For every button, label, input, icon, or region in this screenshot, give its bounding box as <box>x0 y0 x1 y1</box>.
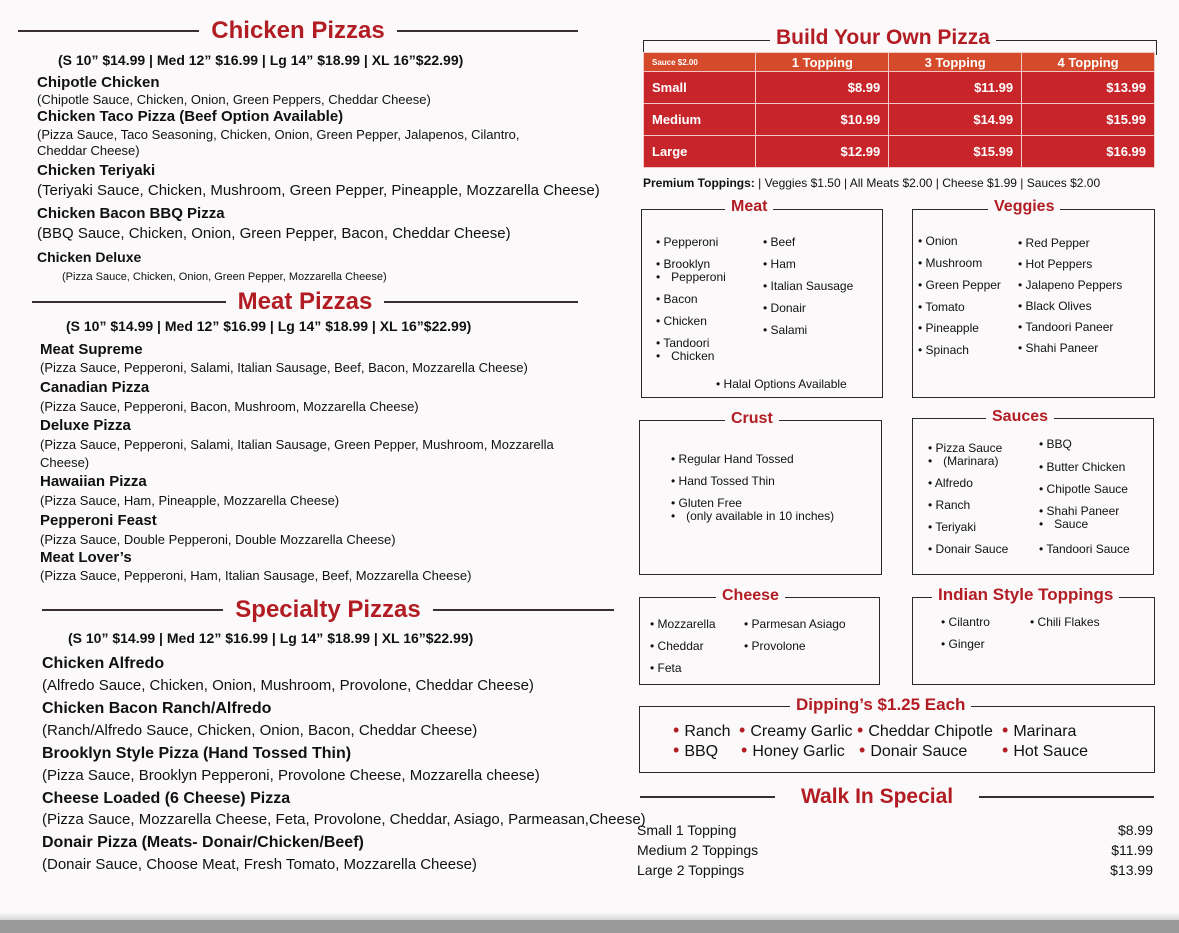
topping-item: • Onion <box>918 235 958 247</box>
topping-item: • Ginger <box>941 638 985 650</box>
dipping-title: Dipping’s $1.25 Each <box>790 695 971 715</box>
topping-item: • Hot Peppers <box>1018 258 1092 270</box>
crust-item: • Regular Hand Tossed <box>671 453 794 465</box>
table-row <box>644 72 1155 104</box>
topping-item: • Tomato <box>918 301 965 313</box>
menu-item-name: Meat Lover’s <box>40 549 132 566</box>
sauce-item: • Alfredo <box>928 477 973 489</box>
crust-item: • Gluten Free <box>671 497 742 509</box>
price-cell: $13.99 <box>1022 72 1155 104</box>
premium-toppings <box>643 176 1100 190</box>
walk-in-title: Walk In Special <box>801 785 954 808</box>
divider <box>979 796 1154 798</box>
menu-item-name: Brooklyn Style Pizza (Hand Tossed Thin) <box>42 745 352 762</box>
topping-item-cont <box>656 271 726 283</box>
sauce-item: • Shahi Paneer <box>1039 505 1119 517</box>
menu-item-name: Deluxe Pizza <box>40 417 131 434</box>
walk-in-price: $8.99 <box>1117 822 1153 838</box>
divider <box>433 609 614 611</box>
menu-item-desc: (Pizza Sauce, Chicken, Onion, Green Pepper, Mozzarella Cheese) <box>62 271 387 283</box>
topping-item: • Brooklyn <box>656 258 710 270</box>
dipping-item: • Creamy Garlic <box>739 720 853 741</box>
table-header-row <box>644 53 1155 72</box>
crust-box-title: Crust <box>725 410 779 428</box>
crust-item: • Hand Tossed Thin <box>671 475 775 487</box>
meat-section-header <box>32 288 578 316</box>
sauce-item: • Chipotle Sauce <box>1039 483 1128 495</box>
menu-item-desc: Cheddar Cheese) <box>37 143 140 158</box>
menu-item-name: Chicken Deluxe <box>37 249 142 265</box>
topping-item: • Beef <box>763 236 795 248</box>
price-cell: $15.99 <box>889 136 1022 168</box>
specialty-section-header <box>42 596 614 624</box>
topping-item: • Chili Flakes <box>1030 616 1100 628</box>
menu-item-name: Chicken Bacon Ranch/Alfredo <box>42 700 272 717</box>
divider <box>32 301 226 303</box>
chicken-pizzas-title: Chicken Pizzas <box>211 17 385 44</box>
size-cell: Medium <box>644 104 756 136</box>
halal-note: • Halal Options Available <box>716 378 847 390</box>
topping-item: • Spinach <box>918 344 969 356</box>
topping-item: • Salami <box>763 324 807 336</box>
dipping-item: • Cheddar Chipotle <box>857 720 993 741</box>
dipping-item: • Honey Garlic <box>741 740 845 761</box>
build-your-own-title: Build Your Own Pizza <box>770 26 996 50</box>
walk-in-item: Medium 2 Toppings <box>637 842 759 858</box>
crust-note-text: (only available in 10 inches) <box>686 509 835 523</box>
topping-item: • Ham <box>763 258 796 270</box>
menu-item-desc: Cheese) <box>40 455 90 470</box>
divider <box>640 796 775 798</box>
price-cell: $8.99 <box>756 72 889 104</box>
meat-box-title: Meat <box>725 198 773 216</box>
walk-in-price: $13.99 <box>1110 862 1153 878</box>
veggies-box-title: Veggies <box>988 198 1060 216</box>
topping-item: • Red Pepper <box>1018 237 1090 249</box>
topping-item: • Bacon <box>656 293 698 305</box>
sauce-item: • Ranch <box>928 499 970 511</box>
divider <box>42 609 223 611</box>
divider <box>18 30 199 32</box>
walk-in-item: Large 2 Toppings <box>637 862 745 878</box>
specialty-prices: (S 10” $14.99 | Med 12” $16.99 | Lg 14” $18.99 | XL 16”$22.99) <box>68 630 474 646</box>
sauce-item-text: Sauce <box>1054 517 1089 531</box>
cheese-item: • Feta <box>650 662 682 674</box>
size-cell: Large <box>644 136 756 168</box>
sauce-item: • Tandoori Sauce <box>1039 543 1130 555</box>
byo-price-table <box>643 52 1155 168</box>
menu-item-name: Hawaiian Pizza <box>40 473 147 490</box>
sauce-item: • Pizza Sauce <box>928 442 1002 454</box>
menu-item-desc: (Pizza Sauce, Taco Seasoning, Chicken, Onion, Green Pepper, Jalapenos, Cilantro, <box>37 127 520 142</box>
chicken-section-header <box>18 17 578 45</box>
divider <box>384 301 578 303</box>
dipping-item: • Donair Sauce <box>859 740 967 761</box>
sauces-box-title: Sauces <box>986 408 1054 426</box>
sauce-item: • Teriyaki <box>928 521 976 533</box>
sauce-item-cont <box>1039 518 1088 530</box>
topping-item-cont <box>656 350 714 362</box>
crust-note <box>671 510 834 522</box>
topping-item: • Tandoori Paneer <box>1018 321 1113 333</box>
cheese-item: • Mozzarella <box>650 618 716 630</box>
walk-in-price: $11.99 <box>1111 842 1153 858</box>
premium-prices: | Veggies $1.50 | All Meats $2.00 | Cheese $1.99 | Sauces $2.00 <box>754 176 1101 190</box>
menu-item-desc: (Pizza Sauce, Mozzarella Cheese, Feta, Provolone, Cheddar, Asiago, Parmeasan,Cheese) <box>42 811 646 828</box>
price-cell: $15.99 <box>1022 104 1155 136</box>
menu-item-desc: (BBQ Sauce, Chicken, Onion, Green Pepper, Bacon, Cheddar Cheese) <box>37 225 511 242</box>
price-cell: $12.99 <box>756 136 889 168</box>
sauce-item-cont <box>928 455 998 467</box>
topping-item: • Green Pepper <box>918 279 1001 291</box>
menu-item-desc: (Chipotle Sauce, Chicken, Onion, Green Peppers, Cheddar Cheese) <box>37 92 431 107</box>
price-cell: $16.99 <box>1022 136 1155 168</box>
topping-item: • Chicken <box>656 315 707 327</box>
sauce-price-header: Sauce $2.00 <box>644 53 756 72</box>
column-header: 1 Topping <box>756 53 889 72</box>
divider <box>397 30 578 32</box>
dipping-item: • Marinara <box>1002 720 1076 741</box>
dipping-item: • BBQ <box>673 740 718 761</box>
menu-item-name: Chicken Taco Pizza (Beef Option Available) <box>37 108 344 125</box>
cheese-item: • Provolone <box>744 640 806 652</box>
meat-pizzas-title: Meat Pizzas <box>237 288 373 315</box>
price-cell: $11.99 <box>889 72 1022 104</box>
menu-item-desc: (Pizza Sauce, Brooklyn Pepperoni, Provolone Cheese, Mozzarella cheese) <box>42 767 540 784</box>
topping-item: • Shahi Paneer <box>1018 342 1098 354</box>
topping-item: • Italian Sausage <box>763 280 853 292</box>
menu-item-desc: (Pizza Sauce, Double Pepperoni, Double Mozzarella Cheese) <box>40 532 396 547</box>
menu-item-name: Chicken Bacon BBQ Pizza <box>37 205 225 222</box>
price-cell: $14.99 <box>889 104 1022 136</box>
menu-item-name: Canadian Pizza <box>40 379 150 396</box>
menu-item-name: Donair Pizza (Meats- Donair/Chicken/Beef) <box>42 834 364 851</box>
menu-item-desc: (Pizza Sauce, Pepperoni, Ham, Italian Sausage, Beef, Mozzarella Cheese) <box>40 568 472 583</box>
sauce-item: • BBQ <box>1039 438 1072 450</box>
topping-item: • Tandoori <box>656 337 709 349</box>
menu-item-desc: (Donair Sauce, Choose Meat, Fresh Tomato, Mozzarella Cheese) <box>42 856 477 873</box>
topping-item-text: Chicken <box>671 349 715 363</box>
table-row <box>644 104 1155 136</box>
cheese-item: • Cheddar <box>650 640 704 652</box>
menu-item-name: Meat Supreme <box>40 341 143 358</box>
menu-item-desc: (Pizza Sauce, Pepperoni, Salami, Italian Sausage, Green Pepper, Mushroom, Mozzarella <box>40 437 554 452</box>
indian-box-title: Indian Style Toppings <box>932 585 1119 605</box>
column-header: 3 Topping <box>889 53 1022 72</box>
meat-prices: (S 10” $14.99 | Med 12” $16.99 | Lg 14” $18.99 | XL 16”$22.99) <box>66 318 472 334</box>
topping-item: • Cilantro <box>941 616 990 628</box>
menu-item-desc: (Pizza Sauce, Ham, Pineapple, Mozzarella Cheese) <box>40 493 340 508</box>
topping-item: • Pineapple <box>918 322 979 334</box>
menu-item-name: Pepperoni Feast <box>40 512 157 529</box>
specialty-pizzas-title: Specialty Pizzas <box>235 596 421 623</box>
price-cell: $10.99 <box>756 104 889 136</box>
menu-item-desc: (Pizza Sauce, Pepperoni, Bacon, Mushroom, Mozzarella Cheese) <box>40 399 419 414</box>
column-header: 4 Topping <box>1022 53 1155 72</box>
topping-item: • Donair <box>763 302 806 314</box>
menu-item-desc: (Teriyaki Sauce, Chicken, Mushroom, Green Pepper, Pineapple, Mozzarella Cheese) <box>37 182 600 199</box>
topping-item: • Jalapeno Peppers <box>1018 279 1122 291</box>
menu-item-name: Chicken Alfredo <box>42 655 165 672</box>
walk-in-item: Small 1 Topping <box>637 822 737 838</box>
cheese-box-title: Cheese <box>716 587 785 605</box>
walk-in-header <box>640 785 1154 809</box>
sauce-item: • Butter Chicken <box>1039 461 1125 473</box>
cheese-item: • Parmesan Asiago <box>744 618 846 630</box>
menu-item-name: Chipotle Chicken <box>37 74 160 91</box>
dipping-item: • Ranch <box>673 720 731 741</box>
dipping-item: • Hot Sauce <box>1002 740 1088 761</box>
sauce-item-text: (Marinara) <box>943 454 999 468</box>
table-row <box>644 136 1155 168</box>
menu-item-desc: (Ranch/Alfredo Sauce, Chicken, Onion, Bacon, Cheddar Cheese) <box>42 722 478 739</box>
menu-item-desc: (Pizza Sauce, Pepperoni, Salami, Italian Sausage, Beef, Bacon, Mozzarella Cheese) <box>40 360 528 375</box>
premium-label: Premium Toppings: <box>643 176 755 190</box>
topping-item-text: Pepperoni <box>671 270 726 284</box>
menu-item-desc: (Alfredo Sauce, Chicken, Onion, Mushroom, Provolone, Cheddar Cheese) <box>42 677 534 694</box>
menu-item-name: Chicken Teriyaki <box>37 162 156 179</box>
topping-item: • Mushroom <box>918 257 982 269</box>
topping-item: • Black Olives <box>1018 300 1092 312</box>
chicken-prices: (S 10” $14.99 | Med 12” $16.99 | Lg 14” $18.99 | XL 16”$22.99) <box>58 52 464 68</box>
sauce-item: • Donair Sauce <box>928 543 1008 555</box>
size-cell: Small <box>644 72 756 104</box>
menu-item-name: Cheese Loaded (6 Cheese) Pizza <box>42 790 291 807</box>
topping-item: • Pepperoni <box>656 236 718 248</box>
